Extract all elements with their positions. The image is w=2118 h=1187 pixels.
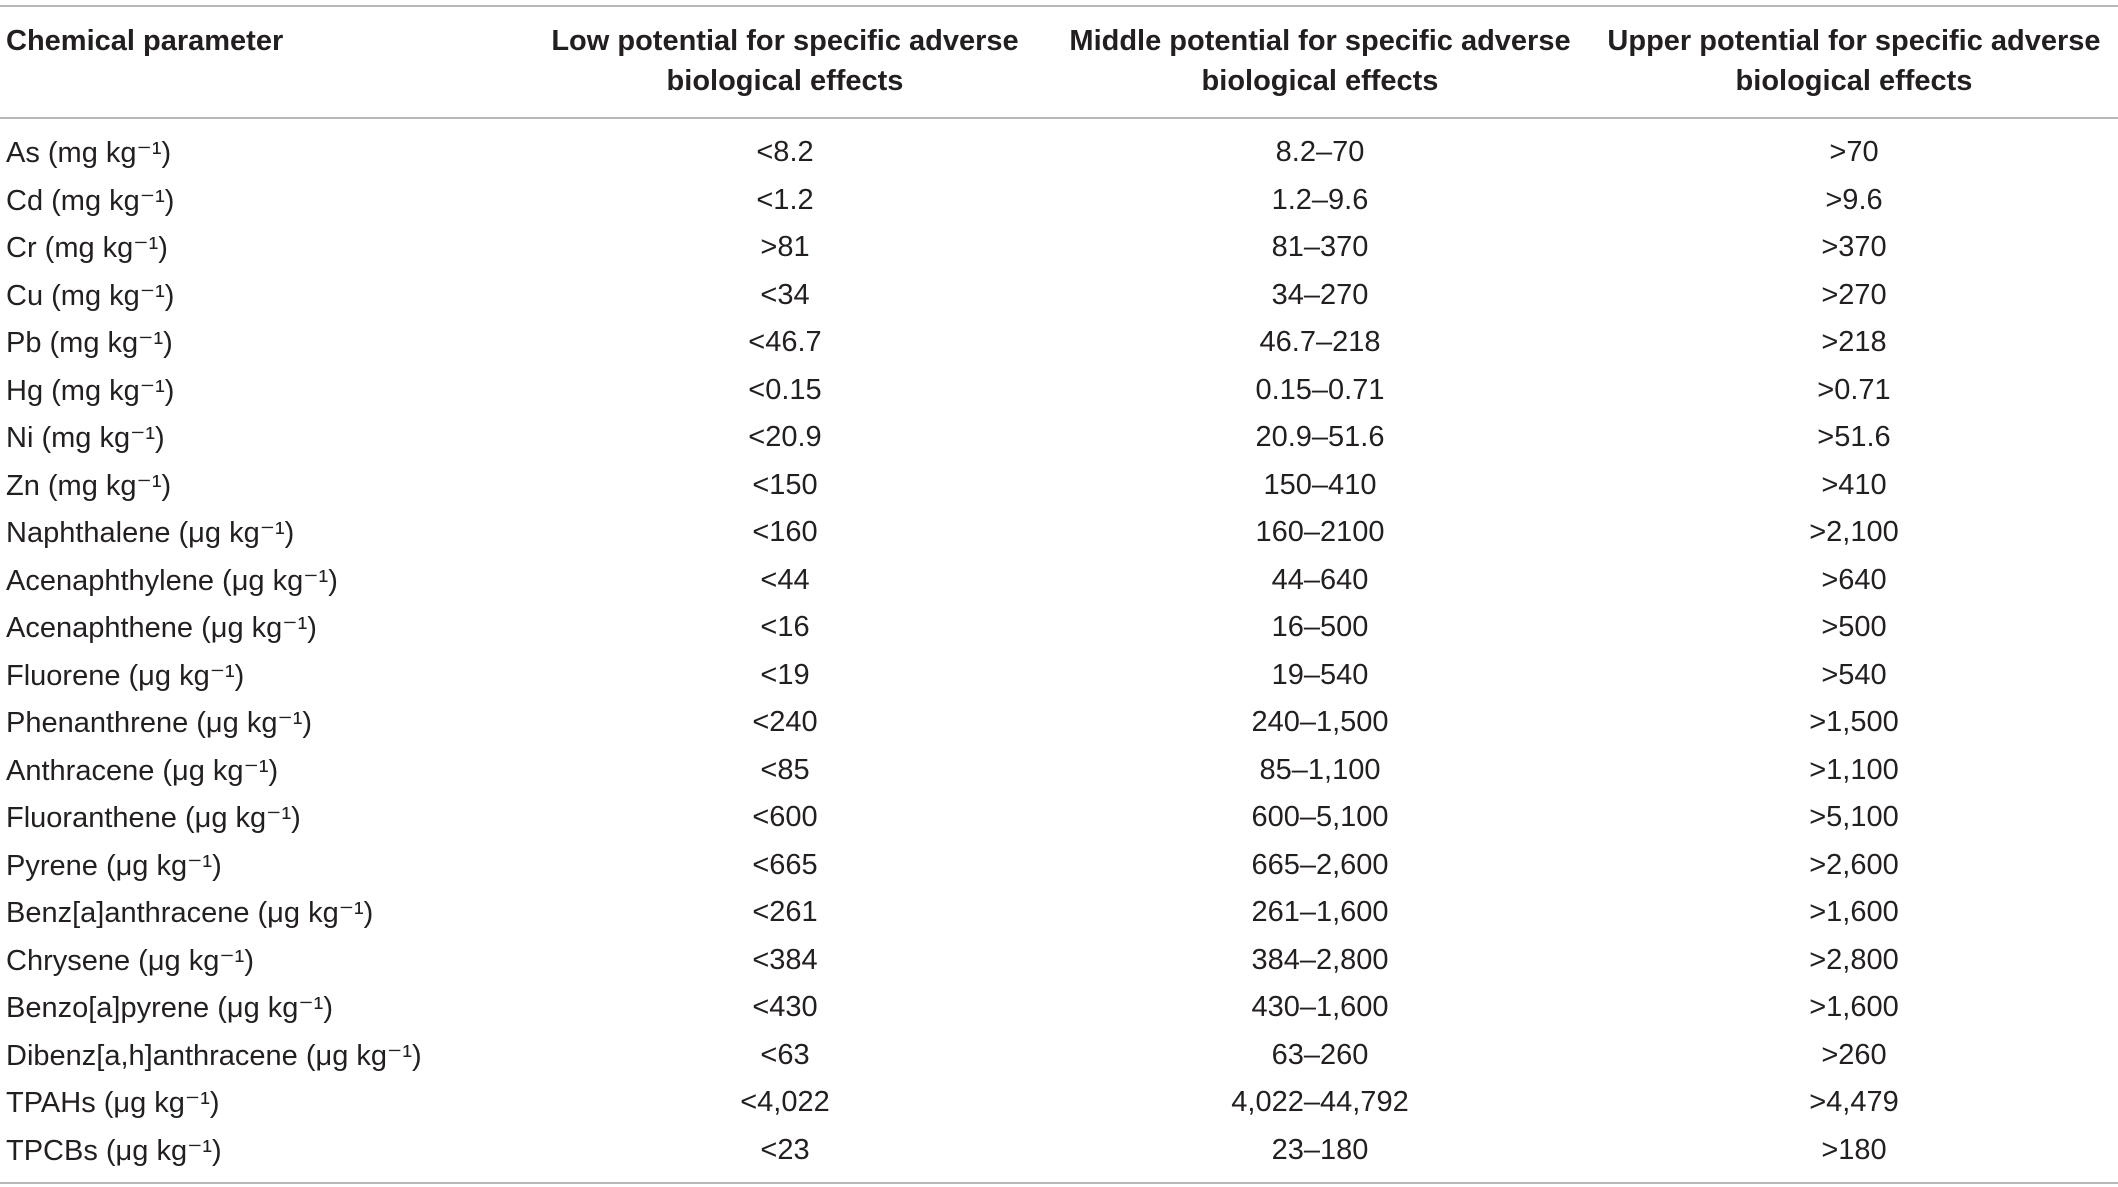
cell-chemical-parameter: Phenanthrene (μg kg⁻¹) — [6, 707, 313, 740]
cell-middle-potential: 600–5,100 — [1251, 801, 1389, 834]
cell-middle-potential: 0.15–0.71 — [1255, 373, 1385, 406]
cell-chemical-parameter: Dibenz[a,h]anthracene (μg kg⁻¹) — [6, 1039, 422, 1072]
table-row — [0, 652, 2118, 700]
table-row — [0, 604, 2118, 652]
cell-chemical-parameter: Hg (mg kg⁻¹) — [6, 374, 175, 407]
cell-chemical-parameter: Cd (mg kg⁻¹) — [6, 184, 175, 217]
cell-chemical-parameter: Pyrene (μg kg⁻¹) — [6, 849, 222, 882]
cell-chemical-parameter: Chrysene (μg kg⁻¹) — [6, 944, 254, 977]
cell-middle-potential: 150–410 — [1263, 468, 1377, 501]
cell-low-potential: <0.15 — [748, 373, 822, 406]
table-row — [0, 1032, 2118, 1080]
table-row — [0, 224, 2118, 272]
cell-upper-potential: >370 — [1821, 231, 1887, 264]
header-row — [0, 6, 2118, 118]
cell-low-potential: <20.9 — [748, 421, 822, 454]
table-row — [0, 272, 2118, 320]
cell-low-potential: <34 — [760, 278, 810, 311]
table-row — [0, 557, 2118, 605]
table-body — [0, 118, 2118, 1183]
cell-middle-potential: 8.2–70 — [1275, 136, 1365, 169]
cell-chemical-parameter: Benzo[a]pyrene (μg kg⁻¹) — [6, 992, 334, 1025]
cell-low-potential: >81 — [760, 231, 810, 264]
cell-middle-potential: 384–2,800 — [1251, 943, 1389, 976]
cell-chemical-parameter: Fluoranthene (μg kg⁻¹) — [6, 802, 301, 835]
cell-low-potential: <240 — [752, 706, 818, 739]
cell-chemical-parameter: Fluorene (μg kg⁻¹) — [6, 659, 245, 692]
cell-low-potential: <430 — [752, 991, 818, 1024]
table-row — [0, 177, 2118, 225]
cell-middle-potential: 46.7–218 — [1259, 326, 1381, 359]
cell-upper-potential: >70 — [1829, 136, 1879, 169]
cell-upper-potential: >2,800 — [1809, 943, 1899, 976]
cell-chemical-parameter: Acenaphthene (μg kg⁻¹) — [6, 612, 317, 645]
cell-chemical-parameter: Ni (mg kg⁻¹) — [6, 422, 165, 455]
cell-middle-potential: 19–540 — [1271, 658, 1369, 691]
cell-upper-potential: >9.6 — [1825, 183, 1883, 216]
cell-low-potential: <63 — [760, 1038, 810, 1071]
cell-chemical-parameter: Cu (mg kg⁻¹) — [6, 279, 175, 312]
cell-low-potential: <19 — [760, 658, 810, 691]
cell-middle-potential: 44–640 — [1271, 563, 1369, 596]
cell-chemical-parameter: Pb (mg kg⁻¹) — [6, 327, 173, 360]
cell-upper-potential: >1,500 — [1809, 706, 1899, 739]
cell-middle-potential: 261–1,600 — [1251, 896, 1389, 929]
cell-upper-potential: >260 — [1821, 1038, 1887, 1071]
cell-low-potential: <8.2 — [756, 136, 814, 169]
cell-low-potential: <46.7 — [748, 326, 822, 359]
table-row — [0, 889, 2118, 937]
table-row — [0, 842, 2118, 890]
cell-low-potential: <150 — [752, 468, 818, 501]
cell-middle-potential: 1.2–9.6 — [1271, 183, 1369, 216]
table-row — [0, 937, 2118, 985]
table-row — [0, 1079, 2118, 1127]
cell-upper-potential: >2,100 — [1809, 516, 1899, 549]
header-middle-potential: Middle potential for specific adverse biological effects — [1069, 25, 1571, 97]
table-row — [0, 509, 2118, 557]
cell-upper-potential: >2,600 — [1809, 848, 1899, 881]
header-upper-potential: Upper potential for specific adverse biological effects — [1607, 25, 2101, 97]
cell-low-potential: <85 — [760, 753, 810, 786]
table-row — [0, 699, 2118, 747]
cell-upper-potential: >1,100 — [1809, 753, 1899, 786]
cell-chemical-parameter: Naphthalene (μg kg⁻¹) — [6, 517, 295, 550]
header-low-potential: Low potential for specific adverse biological effects — [551, 25, 1019, 97]
table-row — [0, 1127, 2118, 1184]
cell-low-potential: <4,022 — [740, 1086, 830, 1119]
cell-low-potential: <261 — [752, 896, 818, 929]
cell-middle-potential: 4,022–44,792 — [1231, 1086, 1409, 1119]
cell-chemical-parameter: TPAHs (μg kg⁻¹) — [6, 1087, 220, 1120]
cell-upper-potential: >0.71 — [1817, 373, 1891, 406]
cell-upper-potential: >540 — [1821, 658, 1887, 691]
cell-low-potential: <384 — [752, 943, 818, 976]
sediment-quality-table-container — [0, 5, 2118, 1184]
cell-middle-potential: 63–260 — [1271, 1038, 1369, 1071]
cell-low-potential: <665 — [752, 848, 818, 881]
cell-upper-potential: >51.6 — [1817, 421, 1891, 454]
table-row — [0, 794, 2118, 842]
cell-upper-potential: >500 — [1821, 611, 1887, 644]
cell-low-potential: <44 — [760, 563, 810, 596]
cell-low-potential: <1.2 — [756, 183, 814, 216]
table-row — [0, 118, 2118, 177]
sediment-quality-table — [0, 5, 2118, 1184]
cell-chemical-parameter: Cr (mg kg⁻¹) — [6, 232, 168, 265]
cell-low-potential: <160 — [752, 516, 818, 549]
table-header — [0, 6, 2118, 118]
cell-upper-potential: >1,600 — [1809, 896, 1899, 929]
table-row — [0, 462, 2118, 510]
cell-middle-potential: 430–1,600 — [1251, 991, 1389, 1024]
cell-upper-potential: >218 — [1821, 326, 1887, 359]
cell-low-potential: <16 — [760, 611, 810, 644]
cell-low-potential: <600 — [752, 801, 818, 834]
table-row — [0, 984, 2118, 1032]
cell-upper-potential: >1,600 — [1809, 991, 1899, 1024]
cell-middle-potential: 16–500 — [1271, 611, 1369, 644]
header-chemical-parameter: Chemical parameter — [6, 25, 284, 57]
table-row — [0, 747, 2118, 795]
cell-middle-potential: 665–2,600 — [1251, 848, 1389, 881]
table-row — [0, 414, 2118, 462]
cell-chemical-parameter: Zn (mg kg⁻¹) — [6, 469, 172, 502]
cell-chemical-parameter: Anthracene (μg kg⁻¹) — [6, 754, 279, 787]
cell-upper-potential: >5,100 — [1809, 801, 1899, 834]
cell-chemical-parameter: As (mg kg⁻¹) — [6, 137, 172, 170]
cell-chemical-parameter: Benz[a]anthracene (μg kg⁻¹) — [6, 897, 374, 930]
cell-middle-potential: 85–1,100 — [1259, 753, 1381, 786]
cell-upper-potential: >4,479 — [1809, 1086, 1899, 1119]
cell-upper-potential: >270 — [1821, 278, 1887, 311]
cell-middle-potential: 240–1,500 — [1251, 706, 1389, 739]
cell-middle-potential: 81–370 — [1271, 231, 1369, 264]
table-row — [0, 367, 2118, 415]
table-row — [0, 319, 2118, 367]
cell-middle-potential: 20.9–51.6 — [1255, 421, 1385, 454]
cell-middle-potential: 34–270 — [1271, 278, 1369, 311]
cell-upper-potential: >180 — [1821, 1133, 1887, 1166]
cell-upper-potential: >410 — [1821, 468, 1887, 501]
cell-low-potential: <23 — [760, 1133, 810, 1166]
cell-upper-potential: >640 — [1821, 563, 1887, 596]
cell-middle-potential: 23–180 — [1271, 1133, 1369, 1166]
cell-middle-potential: 160–2100 — [1255, 516, 1385, 549]
cell-chemical-parameter: Acenaphthylene (μg kg⁻¹) — [6, 564, 338, 597]
cell-chemical-parameter: TPCBs (μg kg⁻¹) — [6, 1134, 222, 1167]
